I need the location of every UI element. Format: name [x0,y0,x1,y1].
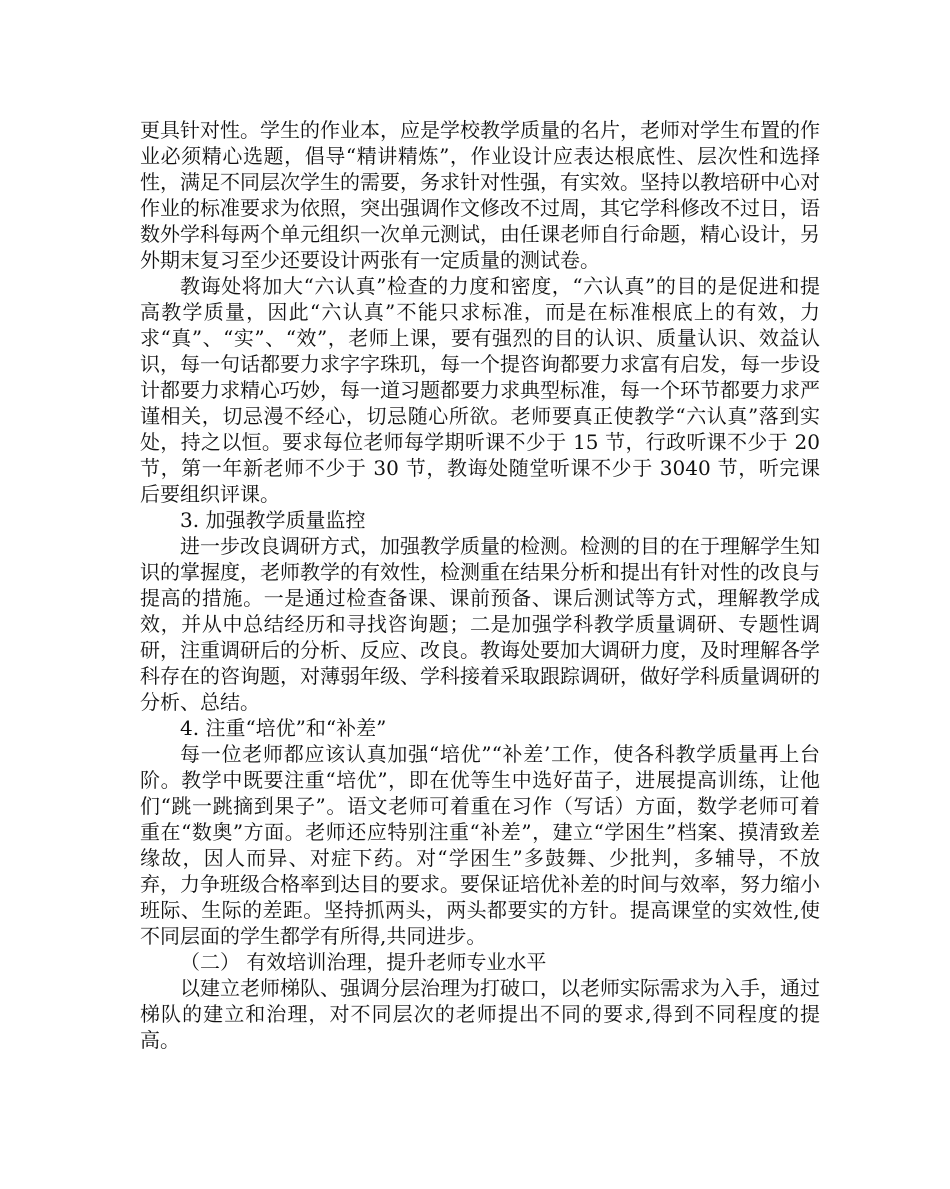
body-paragraph: 以建立老师梯队、强调分层治理为打破口，以老师实际需求为入手，通过梯队的建立和治理，对不同层次的老师提出不同的要求,得到不同程度的提高。 [140,976,820,1052]
body-paragraph: 每一位老师都应该认真加强“培优”“补差’工作，使各科教学质量再上台阶。教学中既要注重“培优”，即在优等生中选好苗子，进展提高训练，让他们“跳一跳摘到果子”。语文老师可着重在习作（写话）方面，数学老师可着重在“数奥”方面。老师还应特别注重“补差”，建立“学困生”档案、摸清致差缘故，因人而异、对症下药。对“学困生”多鼓舞、少批判，多辅导，不放弃，力争班级合格率到达目的要求。要保证培优补差的时间与效率，努力缩小班际、生际的差距。坚持抓两头，两头都要实的方针。提高课堂的实效性,使不同层面的学生都学有所得,共同进步。 [140,742,820,948]
section-heading: 3. 加强教学质量监控 [180,508,366,532]
body-paragraph: 教诲处将加大“六认真”检查的力度和密度，“六认真”的目的是促进和提高教学质量，因此“六认真”不能只求标准，而是在标准根底上的有效，力求“真”、“实”、“效”，老师上课，要有强烈的目的认识、质量认识、效益认识，每一句话都要力求字字珠玑，每一个提咨询都要力求富有启发，每一步设计都要力求精心巧妙，每一道习题都要力求典型标准，每一个环节都要力求严谨相关，切忌漫不经心，切忌随心所欲。老师要真正使教学“六认真”落到实处，持之以恒。要求每位老师每学期听课不少于 15 节，行政听课不少于 20 节，第一年新老师不少于 30 节，教诲处随堂听课不少于 3040 节，听完课后要组织评课。 [140,274,820,506]
section-heading: （二） 有效培训治理，提升老师专业水平 [180,950,547,974]
body-paragraph: 更具针对性。学生的作业本，应是学校教学质量的名片，老师对学生布置的作业必须精心选题，倡导“精讲精炼”，作业设计应表达根底性、层次性和选择性，满足不同层次学生的需要，务求针对性强，有实效。坚持以教培研中心对作业的标准要求为依照，突出强调作文修改不过周，其它学科修改不过日，语数外学科每两个单元组织一次单元测试，由任课老师自行命题，精心设计，另外期末复习至少还要设计两张有一定质量的测试卷。 [140,118,820,272]
section-heading: 4. 注重“培优”和“补差” [180,716,387,740]
document-page [140,117,820,1053]
body-paragraph: 进一步改良调研方式，加强教学质量的检测。检测的目的在于理解学生知识的掌握度，老师教学的有效性，检测重在结果分析和提出有针对性的改良与提高的措施。一是通过检查备课、课前预备、课后测试等方式，理解教学成效，并从中总结经历和寻找咨询题；二是加强学科教学质量调研、专题性调研，注重调研后的分析、反应、改良。教诲处要加大调研力度，及时理解各学科存在的咨询题，对薄弱年级、学科接着采取跟踪调研，做好学科质量调研的分析、总结。 [140,534,820,714]
